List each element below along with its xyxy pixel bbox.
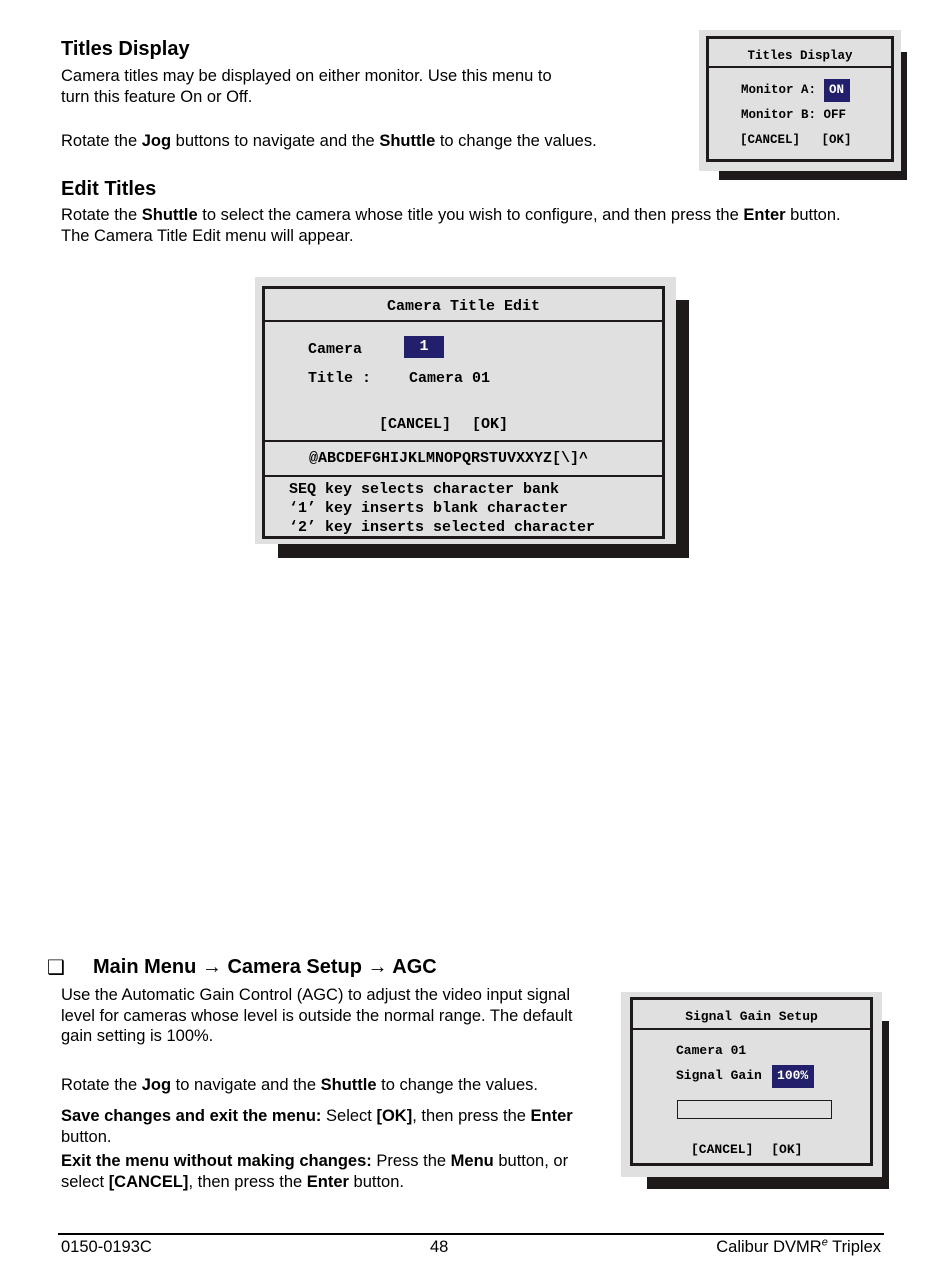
footer-rule (58, 1233, 884, 1235)
titles-display-ok-button[interactable]: [OK] (821, 133, 852, 147)
footer-page-number: 48 (430, 1238, 449, 1256)
agc-heading: Main Menu → Camera Setup → AGC (93, 956, 437, 978)
titles-display-para1: Camera titles may be displayed on either monitor. Use this menu to turn this feature On or Off. (61, 67, 552, 106)
monitor-a-label: Monitor A: (741, 83, 817, 97)
camera-title-cancel-button[interactable]: [CANCEL] (379, 416, 452, 433)
signal-gain-setup-title: Signal Gain Setup (685, 1009, 818, 1024)
monitor-a-value[interactable]: ON (824, 79, 850, 102)
signal-gain-ok-button[interactable]: [OK] (771, 1142, 803, 1157)
title-label: Title : (308, 370, 372, 387)
monitor-a-row[interactable] (741, 79, 850, 102)
footer-doc-number: 0150-0193C (61, 1238, 152, 1256)
edit-titles-para: Rotate the Shuttle to select the camera whose title you wish to configure, and then press the Enter button. The Camera Title Edit menu will appear. (61, 206, 841, 245)
signal-gain-cancel-button[interactable]: [CANCEL] (691, 1142, 754, 1157)
titles-display-menu-title: Titles Display (747, 49, 853, 63)
footer-product: Calibur DVMR$^e$ Triplex (716, 1236, 881, 1256)
help-line-2: ‘2’ key inserts selected character (289, 519, 596, 536)
help-line-seq: SEQ key selects character bank (289, 481, 560, 498)
agc-save-note: Save changes and exit the menu: Select [OK], then press the Enter button. (61, 1107, 573, 1146)
camera-title-ok-button[interactable]: [OK] (472, 416, 509, 433)
monitor-b-label: Monitor B: (741, 108, 817, 122)
character-bank[interactable]: @ABCDEFGHIJKLMNOPQRSTUVXXYZ[\]^ (309, 450, 589, 467)
signal-gain-bar[interactable] (677, 1100, 832, 1119)
title-value-field[interactable]: Camera 01 (409, 370, 491, 387)
camera-title-edit-title: Camera Title Edit (386, 298, 541, 315)
monitor-b-value[interactable]: OFF (823, 108, 847, 122)
edit-titles-heading: Edit Titles (61, 178, 157, 200)
signal-gain-label: Signal Gain (676, 1068, 762, 1083)
agc-para1: Use the Automatic Gain Control (AGC) to adjust the video input signal level for cameras whose level is outside the normal range. The default gain setting is 100%. (61, 986, 573, 1045)
titles-display-cancel-button[interactable]: [CANCEL] (740, 133, 801, 147)
titles-display-heading: Titles Display (61, 38, 190, 60)
camera-label: Camera (308, 341, 363, 358)
monitor-b-row[interactable] (741, 105, 846, 126)
agc-camera-label[interactable]: Camera 01 (676, 1043, 747, 1058)
signal-gain-value[interactable]: 100% (772, 1065, 814, 1088)
checkbox-icon: ❑ (47, 955, 65, 979)
signal-gain-row[interactable] (676, 1065, 814, 1088)
agc-exit-note: Exit the menu without making changes: Press the Menu button, or select [CANCEL], then press the Enter button. (61, 1152, 569, 1191)
titles-display-para2: Rotate the Jog buttons to navigate and the Shuttle to change the values. (61, 132, 597, 150)
agc-para2: Rotate the Jog to navigate and the Shuttle to change the values. (61, 1076, 538, 1094)
help-line-1: ‘1’ key inserts blank character (289, 500, 569, 517)
camera-number-field[interactable]: 1 (404, 336, 444, 358)
